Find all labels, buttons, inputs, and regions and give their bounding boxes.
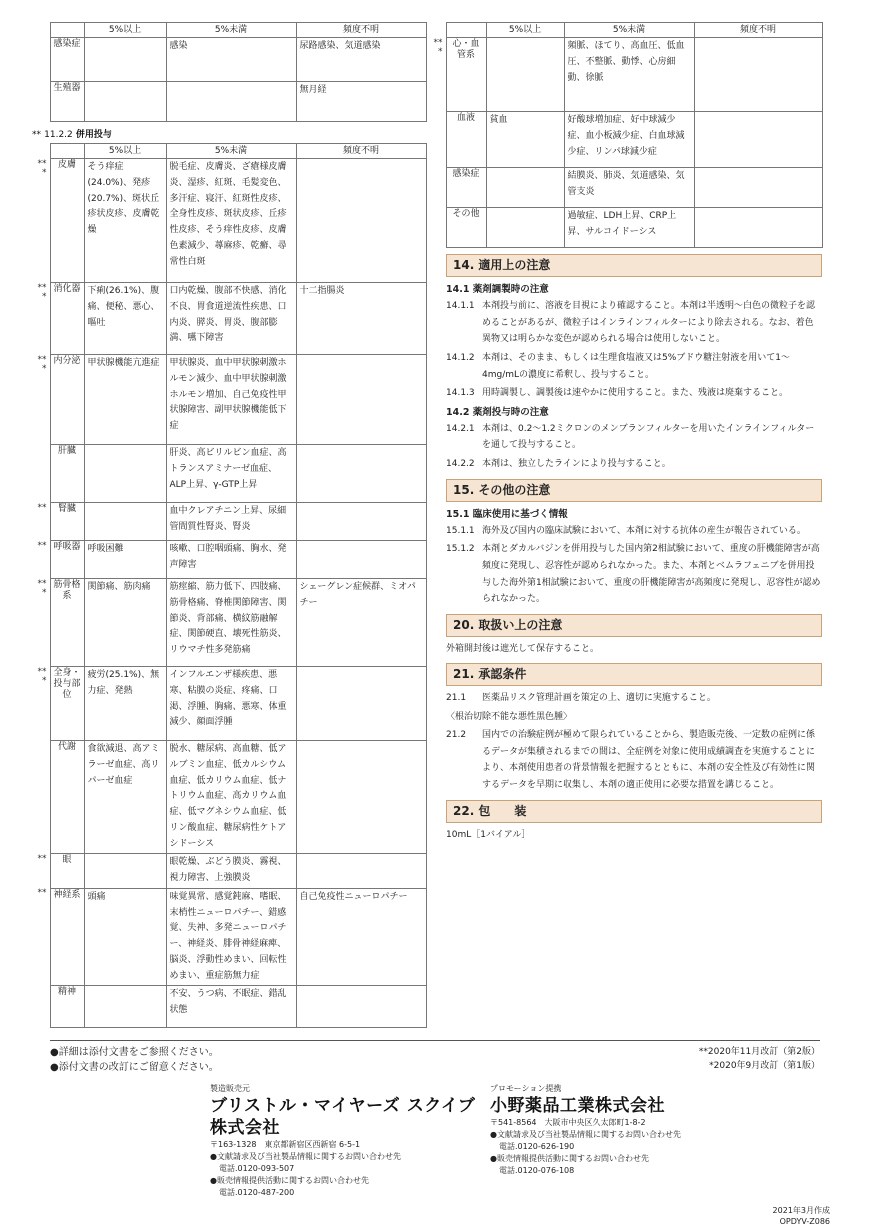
freq-5pct-over-cell [84, 503, 166, 541]
freq-unknown-cell: 無月経 [296, 82, 426, 122]
maker-block [210, 1083, 480, 1199]
section-22-heading: 22. 包 装 [446, 800, 822, 823]
table-row [28, 82, 426, 122]
maker-contact2-tel: 電話.0120-487-200 [219, 1188, 295, 1197]
change-mark: ** * [37, 666, 47, 686]
freq-unknown-cell [694, 168, 822, 208]
change-mark: ** * [37, 578, 47, 598]
promoter-name: 小野薬品工業株式会社 [490, 1096, 665, 1116]
section-21-heading: 21. 承認条件 [446, 663, 822, 686]
freq-5pct-over-cell [84, 38, 166, 82]
freq-5pct-over-cell: 関節痛、筋肉痛 [84, 579, 166, 667]
organ-category: 消化器 [50, 283, 84, 355]
promoter-contact1-label: ●文献請求及び当社製品情報に関するお問い合わせ先 [490, 1130, 681, 1139]
table-row [28, 888, 426, 986]
item-text: 医薬品リスク管理計画を策定の上、適切に実施すること。 [482, 693, 716, 704]
maker-address: 〒163-1328 東京都新宿区西新宿 6-5-1 [210, 1140, 361, 1149]
organ-category: その他 [446, 208, 486, 248]
section-21-note: 〈根治切除不能な悪性黒色腫〉 [446, 711, 573, 722]
note-item [446, 456, 822, 473]
freq-5pct-over-cell [84, 445, 166, 503]
left-column [28, 22, 426, 1028]
item-text: 本剤は、0.2～1.2ミクロンのメンブランフィルターを用いたインラインフィルターを通して投与すること。 [482, 423, 815, 451]
item-number: 15.1.1 [446, 525, 475, 536]
change-mark [424, 208, 446, 248]
promoter-role: プロモーション提携 [490, 1084, 562, 1093]
change-mark: ** [37, 888, 47, 899]
freq-unknown-cell: 十二指腸炎 [296, 283, 426, 355]
freq-5pct-under-cell: 眼乾燥、ぶどう膜炎、霧視、視力障害、上強膜炎 [166, 854, 296, 889]
created-date: 2021年3月作成 [772, 1206, 830, 1215]
organ-category: 生殖器 [50, 82, 84, 122]
note-item [446, 350, 822, 383]
table-row [28, 579, 426, 667]
item-text: 本剤は、独立したラインにより投与すること。 [482, 459, 671, 470]
combo-heading [32, 127, 426, 140]
change-mark: ** [37, 540, 47, 551]
side-effects-table-main [28, 143, 427, 1028]
table-row [424, 38, 822, 112]
footer-note-2: ●添付文書の改訂にご留意ください。 [50, 1062, 219, 1073]
section-15-heading: 15. その他の注意 [446, 479, 822, 502]
maker-name: ブリストル・マイヤーズ スクイブ株式会社 [210, 1096, 476, 1138]
organ-category: 精神 [50, 986, 84, 1028]
maker-contact1-label: ●文献請求及び当社製品情報に関するお問い合わせ先 [210, 1152, 401, 1161]
freq-5pct-over-cell: 下痢(26.1%)、腹痛、便秘、悪心、嘔吐 [84, 283, 166, 355]
freq-5pct-under-cell: 肝炎、高ビリルビン血症、高トランスアミナーゼ血症、ALP上昇、γ-GTP上昇 [166, 445, 296, 503]
footer-note-1: ●詳細は添付文書をご参照ください。 [50, 1047, 219, 1058]
table-header-row [28, 144, 426, 159]
freq-5pct-under-cell: 不安、うつ病、不眠症、錯乱状態 [166, 986, 296, 1028]
promoter-address: 〒541-8564 大阪市中央区久太郎町1-8-2 [490, 1118, 646, 1127]
freq-unknown-cell [694, 38, 822, 112]
table-row [28, 503, 426, 541]
promoter-contact2-tel: 電話.0120-076-108 [499, 1166, 575, 1175]
change-mark [424, 168, 446, 208]
freq-5pct-over-cell: 食欲減退、高アミラーゼ血症、高リパーゼ血症 [84, 741, 166, 854]
maker-role: 製造販売元 [210, 1084, 250, 1093]
section-14-2-heading: 14.2 薬剤投与時の注意 [446, 406, 549, 418]
section-21-1 [446, 690, 822, 707]
freq-5pct-over-cell: 疲労(25.1%)、無力症、発熱 [84, 667, 166, 741]
item-number: 21.2 [446, 729, 467, 740]
item-text: 国内での治験症例が極めて限られていることから、製造販売後、一定数の症例に係るデータが集積されるまでの間は、全症例を対象に使用成績調査を実施することにより、本剤使用患者の背景情報を把握するとともに、本剤の安全性及び有効性に関するデータを早期に収集し、本剤の適正使用に必要な措置を講じること。 [482, 729, 816, 790]
item-number: 14.1.1 [446, 301, 475, 311]
item-number: 14.1.2 [446, 352, 475, 363]
freq-unknown-cell [296, 541, 426, 579]
table-row [424, 112, 822, 168]
organ-category: 感染症 [50, 38, 84, 82]
organ-category: 呼吸器 [50, 541, 84, 579]
item-text: 本剤投与前に、溶液を目視により確認すること。本剤は半透明～白色の微粒子を認めることがあるが、微粒子はインラインフィルターにより除去される。なお、着色異物又は明らかな変色が認められる場合は使用しないこと。 [482, 301, 816, 345]
freq-5pct-over-cell: そう痒症(24.0%)、発疹(20.7%)、斑状丘疹状皮疹、皮膚乾燥 [84, 159, 166, 283]
change-mark: ** * [37, 158, 47, 178]
freq-5pct-over-cell: 呼吸困難 [84, 541, 166, 579]
freq-5pct-over-cell: 頭痛 [84, 888, 166, 986]
freq-unknown-cell [296, 741, 426, 854]
combo-title: 併用投与 [75, 130, 112, 140]
freq-5pct-under-cell: 脱毛症、皮膚炎、ざ瘡様皮膚炎、湿疹、紅斑、毛髪変色、多汗症、寝汗、紅斑性皮疹、全身性皮疹、斑状皮疹、丘疹性皮疹、そう痒性皮疹、皮膚色素減少、蕁麻疹、乾癬、尋常性白斑 [166, 159, 296, 283]
organ-category: 全身・投与部位 [50, 667, 84, 741]
note-item [446, 421, 822, 454]
change-mark: ** [37, 853, 47, 864]
freq-unknown-cell: 尿路感染、気道感染 [296, 38, 426, 82]
table-row [424, 208, 822, 248]
maker-contact2-label: ●販売情報提供活動に関するお問い合わせ先 [210, 1176, 369, 1185]
freq-5pct-under-cell: 味覚異常、感覚鈍麻、嗜眠、末梢性ニューロパチー、錯感覚、失神、多発ニューロパチー、神経炎、腓骨神経麻痺、脳炎、浮動性めまい、回転性めまい、重症筋無力症 [166, 888, 296, 986]
change-mark: ** [37, 502, 47, 513]
section-14-heading: 14. 適用上の注意 [446, 254, 822, 277]
table-row [28, 283, 426, 355]
change-mark: ** * [37, 354, 47, 374]
header-5pct-over: 5%以上 [84, 23, 166, 38]
header-unknown: 頻度不明 [296, 144, 426, 159]
freq-unknown-cell: シェーグレン症候群、ミオパチー [296, 579, 426, 667]
organ-category: 内分泌 [50, 355, 84, 445]
freq-5pct-over-cell [486, 168, 564, 208]
maker-contact1-tel: 電話.0120-093-507 [219, 1164, 295, 1173]
table-header-row [28, 23, 426, 38]
note-item [446, 385, 822, 402]
table-row [28, 854, 426, 889]
side-effects-table-right [424, 22, 823, 248]
promoter-contact1-tel: 電話.0120-626-190 [499, 1142, 575, 1151]
organ-category: 代謝 [50, 741, 84, 854]
freq-5pct-under-cell: インフルエンザ様疾患、悪寒、粘膜の炎症、疼痛、口渇、浮腫、胸痛、悪寒、体重減少、顔面浮腫 [166, 667, 296, 741]
item-number: 14.2.2 [446, 459, 475, 470]
item-text: 本剤は、そのまま、もしくは生理食塩液又は5%ブドウ糖注射液を用いて1～4mg/mLの濃度に希釈し、投与すること。 [482, 352, 791, 380]
table-row [28, 38, 426, 82]
organ-category: 皮膚 [50, 159, 84, 283]
freq-5pct-under-cell: 血中クレアチニン上昇、尿細管間質性腎炎、腎炎 [166, 503, 296, 541]
freq-unknown-cell [296, 355, 426, 445]
freq-5pct-under-cell: 好酸球増加症、好中球減少症、血小板減少症、白血球減少症、リンパ球減少症 [564, 112, 694, 168]
table-row [28, 541, 426, 579]
organ-category: 眼 [50, 854, 84, 889]
section-21-2 [446, 727, 822, 794]
item-number: 14.2.1 [446, 423, 475, 434]
table-row [28, 159, 426, 283]
organ-category: 感染症 [446, 168, 486, 208]
combo-mark: ** [32, 130, 41, 140]
organ-category: 心・血管系 [446, 38, 486, 112]
freq-5pct-over-cell [486, 208, 564, 248]
item-number: 14.1.3 [446, 388, 475, 399]
table-row [28, 986, 426, 1028]
organ-category: 神経系 [50, 888, 84, 986]
table-row [28, 741, 426, 854]
section-20-heading: 20. 取扱い上の注意 [446, 614, 822, 637]
section-15-1-heading: 15.1 臨床使用に基づく情報 [446, 508, 568, 520]
document-code: OPDYV-Z086 [779, 1217, 830, 1226]
freq-5pct-under-cell: 脱水、糖尿病、高血糖、低アルブミン血症、低カルシウム血症、低カリウム血症、低ナトリウム血症、高カリウム血症、低マグネシウム血症、低リン酸血症、糖尿病性ケトアシドーシス [166, 741, 296, 854]
table-row [28, 667, 426, 741]
freq-unknown-cell [296, 854, 426, 889]
freq-5pct-under-cell: 感染 [166, 38, 296, 82]
item-text: 本剤とダカルバジンを併用投与した国内第2相試験において、重度の肝機能障害が高頻度に発現し、忍容性が認められなかった。また、本剤とベムラフェニブを併用投与した海外第1相試験において、重度の肝機能障害が高頻度に発現し、忍容性が認められなかった。 [482, 544, 821, 605]
promoter-block [490, 1083, 750, 1177]
item-number: 21.1 [446, 693, 467, 704]
note-item [446, 523, 822, 540]
item-text: 海外及び国内の臨床試験において、本剤に対する抗体の産生が報告されている。 [482, 525, 806, 536]
freq-unknown-cell [694, 112, 822, 168]
freq-5pct-over-cell [84, 854, 166, 889]
freq-5pct-under-cell: 筋痙縮、筋力低下、四肢痛、筋骨格痛、脊椎関節障害、関節炎、背部痛、横紋筋融解症、関節硬直、壊死性筋炎、リウマチ性多発筋痛 [166, 579, 296, 667]
freq-unknown-cell [296, 667, 426, 741]
header-5pct-over: 5%以上 [84, 144, 166, 159]
change-mark [28, 741, 50, 854]
freq-5pct-under-cell: 結膜炎、肺炎、気道感染、気管支炎 [564, 168, 694, 208]
freq-5pct-under-cell: 甲状腺炎、血中甲状腺刺激ホルモン減少、血中甲状腺刺激ホルモン増加、自己免疫性甲状腺障害、副甲状腺機能低下症 [166, 355, 296, 445]
change-mark: ** * [37, 282, 47, 302]
table-row [28, 355, 426, 445]
item-number: 15.1.2 [446, 544, 475, 555]
freq-5pct-under-cell: 過敏症、LDH上昇、CRP上昇、サルコイドーシス [564, 208, 694, 248]
section-20-text: 外箱開封後は遮光して保存すること。 [446, 643, 600, 654]
organ-category: 腎臓 [50, 503, 84, 541]
change-mark [28, 82, 50, 122]
freq-5pct-over-cell [486, 38, 564, 112]
freq-unknown-cell: 自己免疫性ニューロパチー [296, 888, 426, 986]
revision-1: *2020年9月改訂（第1版） [709, 1061, 820, 1071]
item-text: 用時調製し、調製後は速やかに使用すること。また、残液は廃棄すること。 [482, 388, 789, 399]
table-row [28, 445, 426, 503]
footer [0, 1040, 870, 1230]
freq-unknown-cell [296, 159, 426, 283]
header-unknown: 頻度不明 [296, 23, 426, 38]
organ-category: 血液 [446, 112, 486, 168]
organ-category: 筋骨格系 [50, 579, 84, 667]
change-mark [424, 112, 446, 168]
header-unknown: 頻度不明 [694, 23, 822, 38]
freq-unknown-cell [296, 445, 426, 503]
freq-unknown-cell [296, 503, 426, 541]
freq-5pct-under-cell [166, 82, 296, 122]
table-header-row [424, 23, 822, 38]
header-5pct-over: 5%以上 [486, 23, 564, 38]
organ-category: 肝臓 [50, 445, 84, 503]
freq-5pct-over-cell: 貧血 [486, 112, 564, 168]
freq-unknown-cell [296, 986, 426, 1028]
change-mark [28, 445, 50, 503]
freq-5pct-over-cell [84, 986, 166, 1028]
header-5pct-under: 5%未満 [564, 23, 694, 38]
note-item [446, 541, 822, 608]
combo-number: 11.2.2 [44, 130, 73, 140]
freq-5pct-over-cell: 甲状腺機能亢進症 [84, 355, 166, 445]
section-22-text: 10mL［1バイアル］ [446, 829, 531, 840]
footer-divider [50, 1040, 820, 1041]
change-mark [28, 986, 50, 1028]
section-14-1-heading: 14.1 薬剤調製時の注意 [446, 284, 549, 295]
freq-5pct-under-cell: 頻脈、ほてり、高血圧、低血圧、不整脈、動悸、心房細動、徐脈 [564, 38, 694, 112]
revision-2: **2020年11月改訂（第2版） [698, 1047, 820, 1057]
freq-5pct-over-cell [84, 82, 166, 122]
freq-5pct-under-cell: 口内乾燥、腹部不快感、消化不良、胃食道逆流性疾患、口内炎、膵炎、胃炎、腹部膨満、嚥下障害 [166, 283, 296, 355]
change-mark [28, 38, 50, 82]
table-row [424, 168, 822, 208]
header-5pct-under: 5%未満 [166, 144, 296, 159]
freq-5pct-under-cell: 咳嗽、口腔咽頭痛、胸水、発声障害 [166, 541, 296, 579]
right-column [424, 22, 822, 846]
side-effects-table-top [28, 22, 427, 122]
header-5pct-under: 5%未満 [166, 23, 296, 38]
note-item [446, 298, 822, 348]
freq-unknown-cell [694, 208, 822, 248]
change-mark: ** * [433, 37, 443, 57]
promoter-contact2-label: ●販売情報提供活動に関するお問い合わせ先 [490, 1154, 649, 1163]
